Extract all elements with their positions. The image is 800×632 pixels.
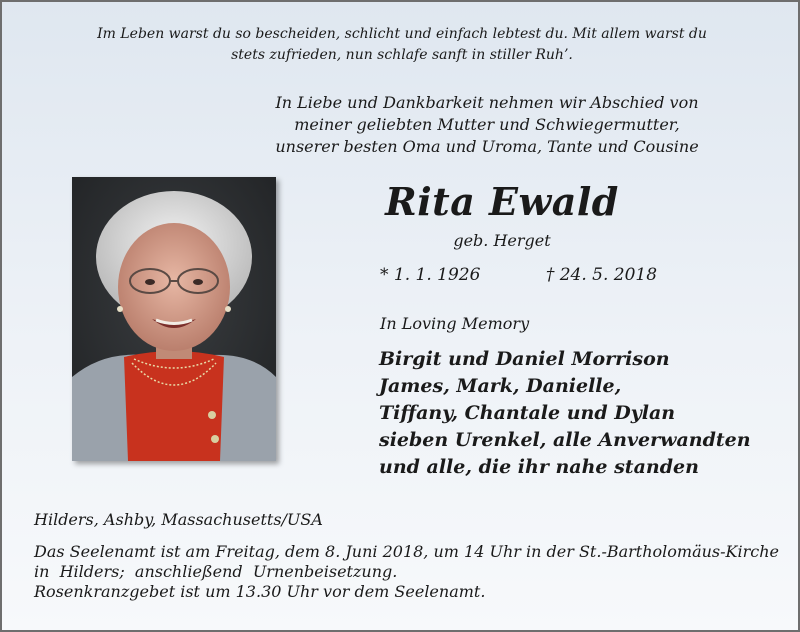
in-loving-memory: In Loving Memory xyxy=(380,314,530,333)
mourner-line: sieben Urenkel, alle Anverwandten xyxy=(379,429,751,451)
portrait-photo xyxy=(72,177,276,461)
portrait-image xyxy=(72,177,276,461)
intro-line: meiner geliebten Mutter und Schwiegermutter, xyxy=(294,115,680,134)
verse-line: Im Leben warst du so bescheiden, schlicht und einfach lebtest du. Mit allem warst du xyxy=(97,26,707,42)
maiden-name: geb. Herget xyxy=(453,231,551,250)
farewell-intro xyxy=(252,92,722,158)
service-line: Rosenkranzgebet ist um 13.30 Uhr vor dem Seelenamt. xyxy=(34,582,486,601)
service-line: in Hilders; anschließend Urnenbeisetzung. xyxy=(34,562,398,581)
service-info xyxy=(34,542,779,602)
deceased-name: Rita Ewald xyxy=(385,179,619,224)
memorial-verse xyxy=(42,24,762,66)
mourner-line: Tiffany, Chantale und Dylan xyxy=(379,402,676,424)
life-dates xyxy=(380,264,657,286)
death-date: † 24. 5. 2018 xyxy=(545,265,658,285)
mourner-line: Birgit und Daniel Morrison xyxy=(379,348,670,370)
verse-line: stets zufrieden, nun schlafe sanft in stiller Ruh’. xyxy=(231,47,573,63)
intro-line: In Liebe und Dankbarkeit nehmen wir Abschied von xyxy=(275,93,699,112)
place-of-residence: Hilders, Ashby, Massachusetts/USA xyxy=(34,510,323,529)
service-line: Das Seelenamt ist am Freitag, dem 8. Juni 2018, um 14 Uhr in der St.-Bartholomäus-Kirche xyxy=(34,542,779,561)
birth-date: * 1. 1. 1926 xyxy=(380,265,481,285)
mourner-line: James, Mark, Danielle, xyxy=(379,375,622,397)
mourners-list xyxy=(379,346,751,481)
intro-line: unserer besten Oma und Uroma, Tante und Cousine xyxy=(275,137,699,156)
mourner-line: und alle, die ihr nahe standen xyxy=(379,456,699,478)
